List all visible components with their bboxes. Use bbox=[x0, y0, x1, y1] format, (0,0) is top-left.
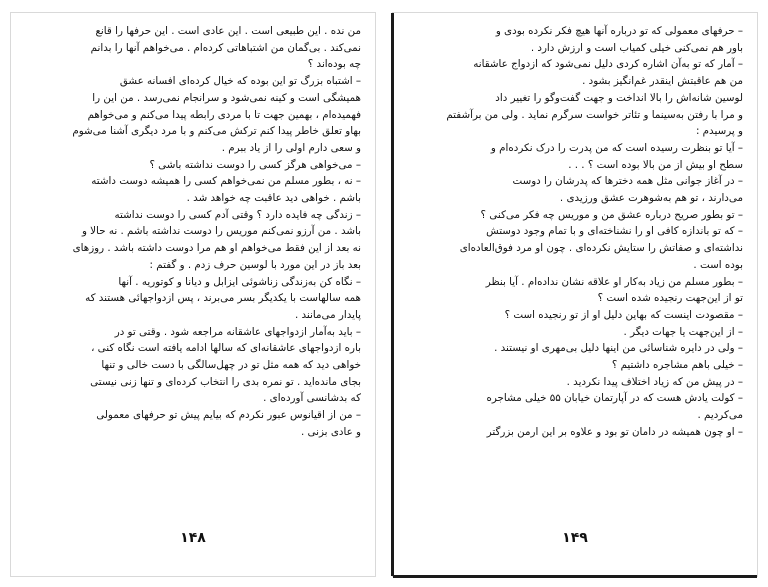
text-line: پایدار می‌مانند . bbox=[294, 308, 361, 321]
text-line: – باید به‌آمار ازدواجهای عاشقانه مراجعه شود . وقتی تو در bbox=[114, 325, 361, 338]
text-line: – اشتباه بزرگ تو این بوده که خیال کرده‌ای افسانه عشق bbox=[119, 75, 361, 88]
text-line: – مقصودت اینست که بهاین دلیل او از تو رنجیده است ؟ bbox=[504, 308, 743, 321]
text-line: بوده است . bbox=[693, 258, 743, 271]
page-number: ۱۴۹ bbox=[562, 530, 588, 546]
text-line: لوسین شانه‌اش را بالا انداخت و جهت گفت‌وگو را تغییر داد bbox=[495, 91, 743, 104]
text-line: و مرا با رفتن به‌سینما و تئاتر خواست سرگرم نماید . ولی من برآشفتم bbox=[446, 108, 743, 121]
text-line: چه بوده‌اند ؟ bbox=[307, 58, 361, 71]
left-page bbox=[10, 12, 376, 577]
text-line: بعد باز در این مورد با لوسین حرف زدم . و گفتم : bbox=[149, 258, 361, 271]
text-line: – نگاه کن به‌زندگی زناشوئی ایزابل و دیانا و کوتوریه . آنها bbox=[118, 275, 361, 288]
left-page-text bbox=[29, 23, 361, 441]
text-line: سطح او بیش از من بالا بوده است ؟ . . . bbox=[568, 158, 743, 171]
text-line: و عادی بزنی . bbox=[301, 425, 361, 438]
text-line: نمی‌کند . بی‌گمان من اشتباهاتی کرده‌ام . می‌خواهم آنها را بدانم bbox=[90, 41, 361, 54]
text-line: – که تو باندازه کافی او را نشناخته‌ای و با تمام وجود دوستش bbox=[486, 225, 743, 238]
text-line: – از این‌جهت یا جهات دیگر . bbox=[623, 325, 743, 338]
text-line: – آمار که تو به‌آن اشاره کردی دلیل نمی‌شود که ازدواج عاشقانه bbox=[473, 58, 743, 71]
right-page bbox=[392, 12, 758, 577]
text-line: من نده . این طبیعی است . این عادی است . این حرفها را قانع bbox=[95, 25, 361, 37]
text-line: و پرسیدم : bbox=[695, 125, 743, 138]
text-line: – در آغاز جوانی مثل همه دخترها که پدرشان را دوست bbox=[512, 175, 743, 188]
page-number: ۱۴۸ bbox=[180, 530, 206, 546]
text-line: می‌دارند ، تو هم به‌شوهرت عشق ورزیدی . bbox=[559, 192, 743, 205]
text-line: باشد . من آرزو نمی‌کنم موریس را دوست نداشته باشم . نه حالا و bbox=[81, 225, 361, 238]
text-line: – ولی در دایره شناسائی من اینها دلیل بی‌مهری او نیستند . bbox=[494, 342, 743, 355]
text-line: – خیلی باهم مشاجره داشتیم ؟ bbox=[611, 359, 743, 372]
text-line: بهاو تعلق خاطر پیدا کنم ترکش می‌کنم و با مرد دیگری آشنا می‌شوم bbox=[72, 125, 361, 138]
text-line: – کولت یادش هست که در آپارتمان خیابان ۵۵ خیلی مشاجره bbox=[486, 392, 743, 405]
text-line: نه بعد از این فقط می‌خواهم او هم مرا دوست داشته باشد . روزهای bbox=[72, 242, 361, 255]
text-line: – او چون همیشه در دامان تو بود و علاوه بر این ارمن بزرگتر bbox=[486, 425, 743, 438]
text-line: – زندگی چه فایده دارد ؟ وقتی آدم کسی را دوست نداشته bbox=[114, 208, 361, 221]
text-line: و سعی دارم اولی را از یاد ببرم . bbox=[221, 141, 361, 154]
text-line: بجای مانده‌اید . تو نمره بدی را انتخاب کرده‌ای و تنها زنی نیستی bbox=[90, 375, 361, 388]
text-line: نداشته‌ای و صفاتش را ستایش نکرده‌ای . چون او مرد فوق‌العاده‌ای bbox=[459, 242, 743, 255]
text-line: – بطور مسلم من زیاد به‌کار او علاقه نشان نداده‌ام . آیا بنظر bbox=[485, 275, 743, 288]
text-line: می‌کردیم . bbox=[697, 409, 743, 422]
text-line: باشم . خواهی دید عاقبت چه خواهد شد . bbox=[186, 192, 361, 205]
text-line: باور هم نمی‌کنی خیلی کمیاب است و ارزش دارد . bbox=[530, 41, 743, 54]
text-line: – حرفهای معمولی که تو درباره آنها هیچ فکر نکرده بودی و bbox=[495, 25, 743, 37]
text-line: همه سالهاست با یکدیگر بسر می‌برند ، پس ازدواجهائی هستند که bbox=[85, 292, 361, 305]
text-line: – نه ، بطور مسلم من نمی‌خواهم کسی را همیشه دوست داشته bbox=[91, 175, 361, 188]
text-line: – آیا تو بنظرت رسیده است که من پدرت را درک نکرده‌ام و bbox=[490, 141, 743, 154]
text-line: – من از اقیانوس عبور نکردم که بیایم پیش تو حرفهای معمولی bbox=[96, 409, 361, 422]
text-line: – می‌خواهی هرگز کسی را دوست نداشته باشی ؟ bbox=[149, 158, 361, 171]
text-line: خواهی دید که همه مثل تو در چهل‌سالگی با دست خالی و تنها bbox=[101, 359, 361, 372]
right-page-text bbox=[411, 23, 743, 441]
text-line: همیشگی است و کینه نمی‌شود و سرانجام نمی‌رسد . من این را bbox=[92, 91, 361, 104]
text-line: که بدشانسی آورده‌ای . bbox=[263, 392, 361, 405]
text-line: باره ازدواجهای عاشقانه‌ای که سالها ادامه یافته است نگاه کنی ، bbox=[91, 342, 361, 355]
text-line: تو از این‌جهت رنجیده شده است ؟ bbox=[597, 292, 743, 305]
text-line: – تو بطور صریح درباره عشق من و موریس چه فکر می‌کنی ؟ bbox=[480, 208, 743, 221]
text-line: فهمیده‌ام ، بهمین جهت تا با مردی رابطه پیدا می‌کنم و می‌خواهم bbox=[87, 108, 361, 121]
text-line: من هم عاقبتش اینقدر غم‌انگیز بشود . bbox=[582, 75, 743, 88]
text-line: – در پیش من که زیاد اختلاف پیدا نکردید . bbox=[566, 375, 743, 388]
